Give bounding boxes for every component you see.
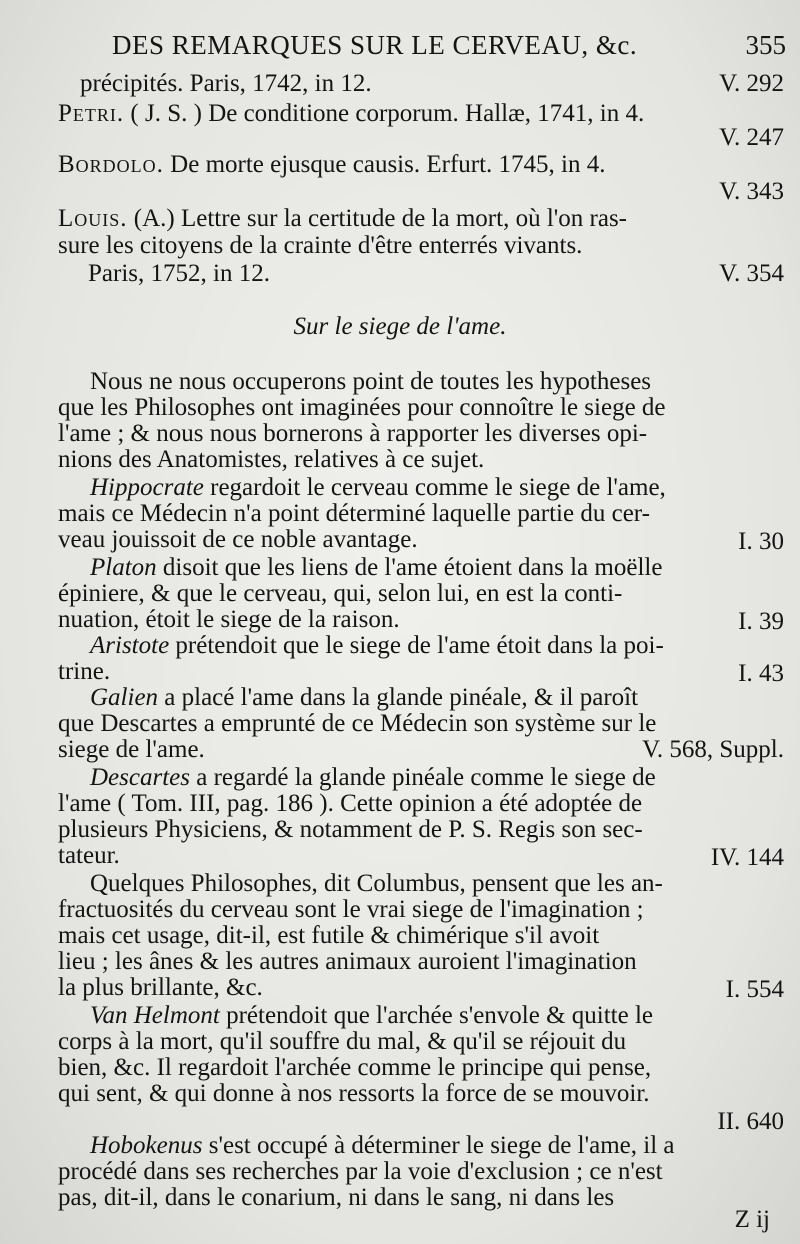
- author-name: Hobokenus: [90, 1132, 203, 1159]
- bib-text: De morte ejusque causis. Erfurt. 1745, in 4.: [170, 151, 606, 178]
- text-line: siege de l'ame.: [58, 736, 205, 763]
- entry-ref: V. 568, Suppl.: [642, 736, 784, 763]
- text-line: mais cet usage, dit-il, est futile & chimérique s'il avoit: [58, 922, 600, 949]
- text-line: veau jouissoit de ce noble avantage.: [58, 526, 418, 553]
- text-line: corps à la mort, qu'il souffre du mal, & qu'il se réjouit du: [58, 1028, 627, 1055]
- bib-line: sure les citoyens de la crainte d'être enterrés vivants.: [58, 232, 583, 259]
- text-line: Aristote prétendoit que le siege de l'ame étoit dans la poi-: [90, 632, 664, 659]
- bib-line: Paris, 1752, in 12.: [88, 260, 270, 287]
- bib-line: [58, 100, 644, 128]
- text-line: nuation, étoit le siege de la raison.: [58, 606, 400, 633]
- bib-line: [58, 151, 606, 179]
- entry-ref: I. 30: [738, 528, 784, 555]
- text-line: la plus brillante, &c.: [58, 974, 263, 1001]
- bib-line: précipités. Paris, 1742, in 12.: [80, 70, 372, 97]
- text-line: mais ce Médecin n'a point déterminé laquelle partie du cer-: [58, 500, 650, 527]
- running-head: DES REMARQUES SUR LE CERVEAU, &c.: [112, 30, 638, 60]
- text-line: trine.: [58, 658, 111, 685]
- bib-ref: V. 354: [719, 260, 784, 287]
- bib-text: ( J. S. ) De conditione corporum. Hallæ, 1741, in 4.: [130, 100, 645, 127]
- entry-ref: II. 640: [717, 1108, 784, 1135]
- text-line: fractuosités du cerveau sont le vrai siege de l'imagination ;: [58, 896, 644, 923]
- signature-mark: Z ij: [734, 1206, 770, 1233]
- section-heading: Sur le siege de l'ame.: [293, 313, 507, 340]
- text-line: nions des Anatomistes, relatives à ce sujet.: [58, 446, 485, 473]
- text-line: lieu ; les ânes & les autres animaux auroient l'imagination: [58, 948, 637, 975]
- text-line: tateur.: [58, 842, 120, 869]
- entry-ref: I. 39: [738, 608, 784, 635]
- text-line: Hobokenus s'est occupé à déterminer le siege de l'ame, il a: [90, 1132, 675, 1159]
- text-line: que les Philosophes ont imaginées pour connoître le siege de: [58, 394, 666, 421]
- author-name: Galien: [90, 684, 159, 711]
- text-line: l'ame ( Tom. III, pag. 186 ). Cette opinion a été adoptée de: [58, 790, 643, 817]
- bib-text: (A.) Lettre sur la certitude de la mort, où l'on ras-: [133, 205, 627, 232]
- text-line: Platon disoit que les liens de l'ame étoient dans la moëlle: [90, 554, 663, 581]
- bib-author: Louis.: [58, 205, 128, 232]
- entry-ref: I. 43: [738, 660, 784, 687]
- bib-author: Bordolo.: [58, 151, 164, 178]
- bib-ref: V. 247: [719, 124, 784, 151]
- bib-ref: V. 343: [719, 178, 784, 205]
- entry-ref: IV. 144: [710, 844, 784, 871]
- text-line: Galien a placé l'ame dans la glande pinéale, & il paroît: [90, 684, 639, 711]
- text-line: procédé dans ses recherches par la voie d'exclusion ; ce n'est: [58, 1158, 663, 1185]
- text-line: plusieurs Physiciens, & notamment de P. S. Regis son sec-: [58, 816, 643, 843]
- text-line: Van Helmont prétendoit que l'archée s'envole & quitte le: [90, 1002, 654, 1029]
- text-line: l'ame ; & nous nous bornerons à rapporter les diverses opi-: [58, 420, 648, 447]
- author-name: Hippocrate: [90, 474, 204, 501]
- author-name: Platon: [90, 554, 157, 581]
- entry-ref: I. 554: [725, 976, 784, 1003]
- text-line: épiniere, & que le cerveau, qui, selon lui, en est la conti-: [58, 580, 623, 607]
- text-line: Descartes a regardé la glande pinéale comme le siege de: [90, 764, 656, 791]
- text-line: qui sent, & qui donne à nos ressorts la force de se mouvoir.: [58, 1080, 650, 1107]
- text-line: pas, dit-il, dans le conarium, ni dans le sang, ni dans les: [58, 1184, 615, 1211]
- author-name: Descartes: [90, 764, 190, 791]
- author-name: Van Helmont: [90, 1002, 220, 1029]
- bib-ref: V. 292: [719, 70, 784, 97]
- text-line: Quelques Philosophes, dit Columbus, pensent que les an-: [90, 870, 663, 897]
- bib-author: Petri.: [58, 100, 125, 127]
- text-line: que Descartes a emprunté de ce Médecin son système sur le: [58, 710, 657, 737]
- bib-line: [58, 205, 627, 233]
- text-line: Nous ne nous occuperons point de toutes les hypotheses: [90, 368, 652, 395]
- author-name: Aristote: [90, 632, 170, 659]
- page-number: 355: [745, 30, 786, 60]
- text-line: Hippocrate regardoit le cerveau comme le siege de l'ame,: [90, 474, 666, 501]
- text-line: bien, &c. Il regardoit l'archée comme le principe qui pense,: [58, 1054, 652, 1081]
